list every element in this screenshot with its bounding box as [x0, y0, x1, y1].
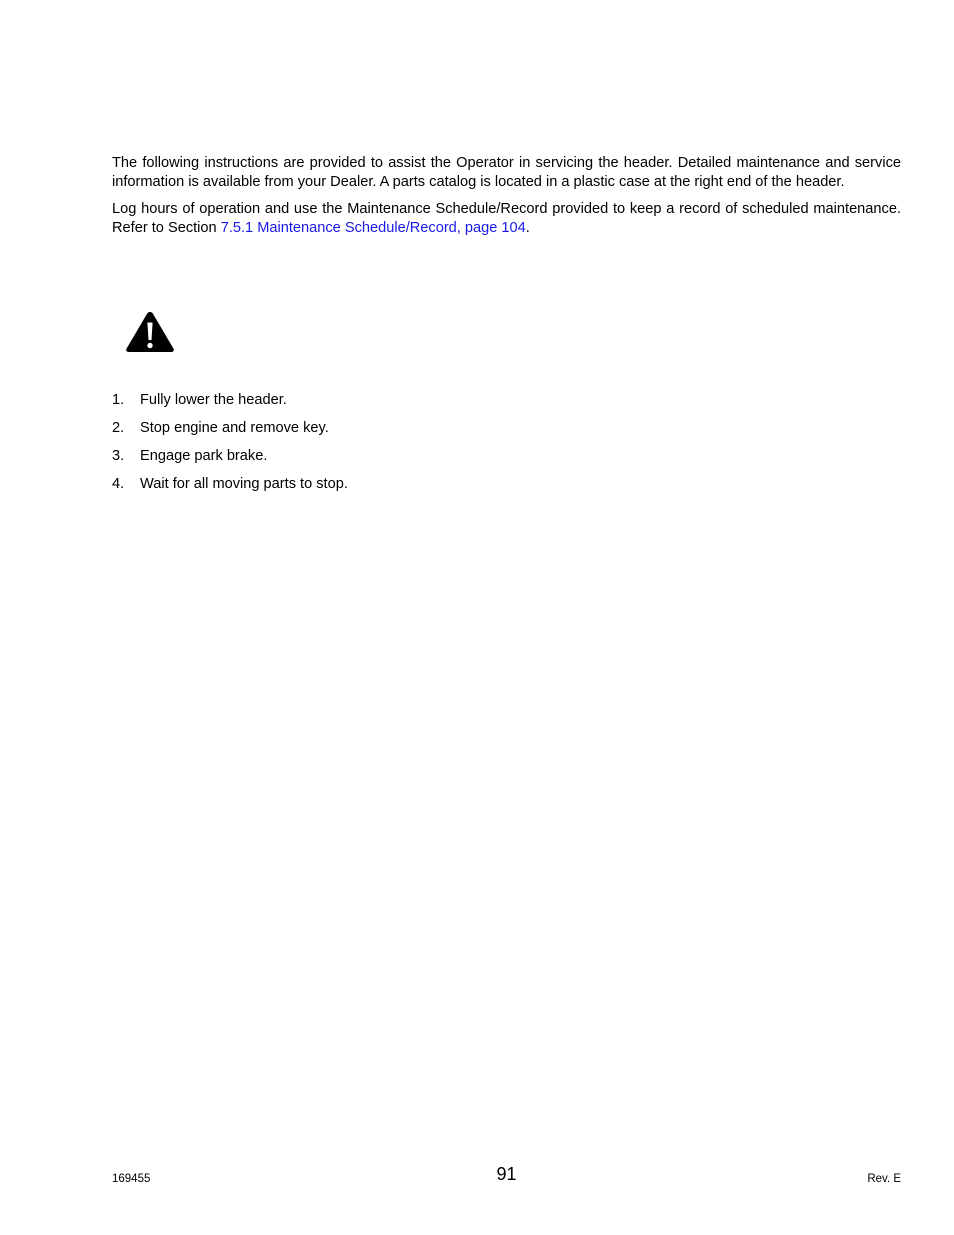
- page-number: 91: [496, 1164, 517, 1184]
- intro-paragraph: The following instructions are provided to assist the Operator in servicing the header. Detailed maintenance and service information is available from your Dealer. A parts catalog is located in a plastic case at the right end of the header.: [112, 155, 901, 190]
- step-number: 1.: [112, 392, 125, 408]
- step-number: 4.: [112, 476, 125, 492]
- step-number: 2.: [112, 420, 125, 436]
- maintenance-log-text: Log hours of operation and use the Maintenance Schedule/Record provided to keep a record of scheduled maintenance. Refer to Section: [112, 201, 901, 236]
- step-text: Stop engine and remove key.: [140, 420, 329, 436]
- maintenance-log-suffix: .: [525, 219, 530, 236]
- warning-triangle-icon: [125, 310, 175, 354]
- step-number: 3.: [112, 448, 125, 464]
- list-item: [112, 419, 348, 437]
- maintenance-schedule-link[interactable]: 7.5.1 Maintenance Schedule/Record, page 104: [220, 219, 526, 236]
- list-item: [112, 475, 348, 493]
- list-item: [112, 391, 348, 409]
- safety-steps-list: [112, 391, 348, 503]
- step-text: Engage park brake.: [140, 448, 268, 464]
- step-text: Wait for all moving parts to stop.: [140, 476, 348, 492]
- intro-section: [112, 154, 901, 237]
- step-text: Fully lower the header.: [140, 392, 287, 408]
- page-footer: [112, 1164, 901, 1190]
- list-item: [112, 447, 348, 465]
- document-number: 169455: [112, 1173, 151, 1185]
- revision-label: Rev. E: [867, 1173, 901, 1185]
- maintenance-log-paragraph: [112, 200, 901, 237]
